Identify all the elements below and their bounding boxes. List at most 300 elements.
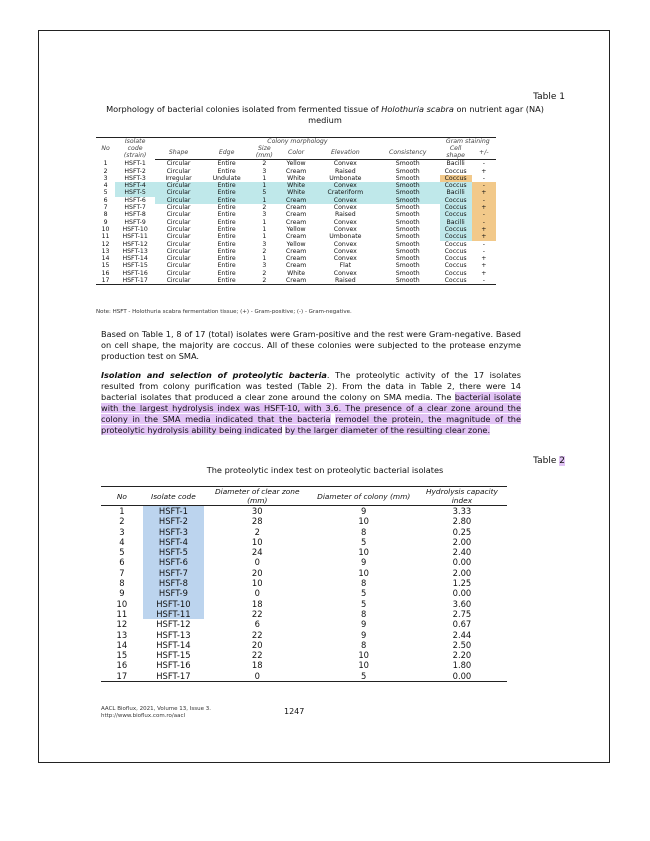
table2-cell-no: 13 [116,629,128,640]
table1-cell-gram: - [472,182,496,189]
table2-caption: The proteolytic index test on proteolytic bacterial isolates [206,465,444,475]
table1-cell-isolate-code: HSFT-4 [115,182,155,189]
table1-cell-gram: + [481,269,487,277]
table1-cell-edge: Undulate [212,174,241,182]
table1-cell-elevation: Convex [315,197,376,204]
table1-cell-no: 4 [103,182,108,190]
table1-cell-edge: Entire [217,240,236,248]
table2-cell-isolate-code: HSFT-15 [156,650,191,661]
table-row [101,578,507,588]
table-row [96,270,496,277]
table1-cell-elevation: Convex [333,240,357,248]
paragraph-proteolytic-selection: Isolation and selection of proteolytic bacteria. The proteolytic activity of the 17 isolates resulted from colony purification was tested (Table 2). From the data in Table 2, there were 14 bacterial isolates that produced a clear zone around the colony on SMA media. The bacterial isolate with the largest hydrolysis index was HSFT-10, with 3.6. The presence of a clear zone around the colony in the SMA media indicated that the bacteria remodel the protein, the magnitude of the proteolytic hydrolysis ability being indicated by the larger diameter of the resulting clear zone. [101,370,522,435]
table1-cell-gram: + [481,262,487,270]
table2-cell-isolate-code: HSFT-17 [143,671,204,682]
table-row [96,248,496,255]
table2-cell-colony: 9 [361,619,367,630]
table1-cell-isolate-code: HSFT-3 [124,174,146,182]
table1-cell-gram: - [472,277,496,285]
footer-journal-info: AACL Bioflux, 2021, Volume 13, Issue 3. http://www.bioflux.com.ro/aacl [101,706,212,719]
table2-cell-isolate-code: HSFT-2 [143,516,204,526]
table2-cell-no: 16 [116,660,128,671]
table1-cell-cell-shape: Coccus [444,247,467,255]
table1-cell-consistency: Smooth [395,262,420,270]
table1-cell-no: 11 [101,233,110,241]
table1-cell-edge: Entire [202,189,251,196]
table1-cell-color: Cream [285,167,307,175]
table2-cell-colony: 9 [361,557,367,568]
table2-cell-hydrolysis-index: 0.00 [452,588,472,599]
table2-cell-hydrolysis-index: 2.50 [452,639,472,650]
table1-cell-no: 3 [103,174,108,182]
table1-cell-cell-shape: Bacilli [440,219,472,226]
table1-cell-gram: - [482,247,485,255]
table1-cell-isolate-code: HSFT-12 [122,240,148,248]
table-row [96,189,496,196]
table2-cell-no: 8 [119,578,125,589]
highlight-largest-index: bacterial isolate with the largest hydrolysis index was HSFT-10, with 3.6. The presence of a [101,392,521,413]
table2-cell-no: 15 [116,650,128,661]
table1-cell-shape: Circular [166,225,191,233]
table1-header-cell-shape: Cell shape [440,145,472,160]
table-row [96,211,496,218]
table2-cell-no: 10 [116,598,128,609]
table1-cell-color: White [287,269,306,277]
table1-cell-consistency: Smooth [395,167,420,175]
table2-cell-colony: 8 [361,578,367,589]
table1-cell-no: 10 [101,225,110,233]
table1-cell-isolate-code: HSFT-17 [115,277,155,285]
table1-cell-elevation: Convex [333,247,357,255]
table1-cell-cell-shape: Coccus [440,204,472,211]
table1-cell-cell-shape: Coccus [444,262,467,270]
table1-cell-edge: Entire [217,225,236,233]
table1-cell-isolate-code: HSFT-1 [124,160,146,168]
table2-cell-colony: 9 [361,629,367,640]
table1-cell-shape: Circular [155,182,202,189]
table-row [96,175,496,182]
table1-cell-size: 1 [262,225,267,233]
table2-cell-hydrolysis-index: 0.67 [452,619,472,630]
table2-cell-colony: 8 [361,639,367,650]
table1-cell-isolate-code: HSFT-16 [122,269,148,277]
table1-header-color: Color [277,145,315,160]
table1-cell-edge: Entire [217,218,236,226]
table2-cell-clear-zone: 18 [251,598,263,609]
table1-cell-shape: Circular [166,167,191,175]
table2-cell-hydrolysis-index: 3.60 [452,598,472,609]
table1-cell-elevation: Convex [333,225,357,233]
table1-header-gram: +/- [472,145,496,160]
table-row [96,226,496,233]
table1-cell-no: 7 [103,204,108,212]
table1-cell-size: 5 [251,189,277,196]
table-row [96,219,496,226]
table2-cell-colony: 10 [358,516,369,527]
table2-cell-hydrolysis-index: 2.44 [452,629,472,640]
table2-cell-isolate-code: HSFT-11 [143,609,204,619]
table-row [101,671,507,682]
table2-cell-isolate-code: HSFT-4 [143,537,204,547]
table-row [101,609,507,619]
table1-cell-size: 3 [262,167,267,175]
table1-cell-cell-shape: Coccus [440,197,472,204]
table1-cell-color: Cream [277,197,315,204]
table-row [96,255,496,262]
table1-cell-size: 1 [251,182,277,189]
table1-cell-isolate-code: HSFT-5 [115,189,155,196]
table2-cell-clear-zone: 0 [204,671,310,682]
table2-cell-clear-zone: 10 [251,536,263,547]
table2-header-hydrolysis-index: Hydrolysis capacity index [417,487,507,506]
table-row [101,619,507,629]
table1-header-size: Size (mm) [251,145,277,160]
table2-cell-clear-zone: 0 [254,557,260,568]
table1-cell-no: 15 [101,262,110,270]
table2-cell-colony: 8 [361,526,367,537]
table1-cell-gram: - [482,240,485,248]
table1-cell-isolate-code: HSFT-13 [122,247,148,255]
table1-cell-color: White [277,182,315,189]
table1-cell-shape: Circular [166,262,191,270]
table2-cell-no: 14 [116,639,128,650]
table1-cell-edge: Entire [217,167,236,175]
table1-cell-color: Cream [285,233,307,241]
table1-cell-consistency: Smooth [376,277,440,285]
table1-cell-edge: Entire [217,247,236,255]
table1-cell-cell-shape: Coccus [440,226,472,233]
table2-cell-isolate-code: HSFT-13 [156,629,191,640]
table1-cell-size: 3 [262,211,267,219]
table2-cell-hydrolysis-index: 2.20 [452,650,472,661]
table1-cell-color: Cream [285,262,307,270]
table-row [96,168,496,175]
table1-cell-no: 8 [103,211,108,219]
table1-cell-size: 2 [251,277,277,285]
table-row [101,630,507,640]
table2-cell-hydrolysis-index: 3.33 [452,506,472,516]
table1-cell-edge: Entire [202,197,251,204]
highlight-protein-remodel: remodel the protein, the magnitude of the proteolytic hydrolysis ability being indicated [101,414,522,435]
table1-cell-isolate-code: HSFT-8 [124,211,146,219]
table1-cell-gram: - [482,174,485,182]
table1-cell-elevation: Umbonate [329,174,362,182]
table1-cell-gram: + [472,189,496,196]
table2-cell-clear-zone: 22 [251,650,263,661]
table1-cell-consistency: Smooth [395,174,420,182]
table-row [96,197,496,204]
table1-cell-elevation: Flat [339,262,352,270]
table2-cell-hydrolysis-index: 0.25 [452,526,472,537]
table1-cell-shape: Circular [166,204,191,212]
table1-cell-color: Yellow [286,225,306,233]
table2-cell-isolate-code: HSFT-12 [156,619,191,630]
paragraph-gram-summary: Based on Table 1, 8 of 17 (total) isolates were Gram-positive and the rest were Gram-negative. Based on cell shape, the majority are coccus. All of these colonies were subjected to the protease enzyme production test on SMA. [101,329,521,361]
table1-cell-gram: - [482,160,485,168]
table1-cell-elevation: Crateriform [315,189,376,196]
table1-cell-size: 1 [262,218,267,226]
table2-cell-no: 2 [119,516,125,527]
table2-cell-isolate-code: HSFT-5 [143,547,204,557]
table1-cell-shape: Circular [155,197,202,204]
table1-cell-isolate-code: HSFT-9 [124,218,146,226]
table1-cell-edge: Entire [217,269,236,277]
table2-cell-clear-zone: 24 [251,547,263,558]
table2-cell-hydrolysis-index: 0.00 [452,557,472,568]
table1-cell-consistency: Smooth [395,255,420,263]
table1-cell-shape: Circular [166,160,191,168]
table2-cell-colony: 9 [361,506,367,516]
table1-cell-size: 2 [262,160,267,168]
table2-cell-clear-zone: 22 [251,608,263,619]
table1-cell-elevation: Convex [333,204,357,212]
table1-cell-shape: Circular [166,211,191,219]
table-row [101,660,507,670]
table1-cell-shape: Irregular [165,174,192,182]
table1-cell-gram: + [472,226,496,233]
table1-cell-gram: - [472,211,496,218]
table2-cell-no: 4 [119,536,125,547]
table2-cell-no: 11 [116,608,128,619]
table1-cell-consistency: Smooth [376,197,440,204]
table-row [101,537,507,547]
highlight-clear-zone: clear zone around the colony in the SMA media indicated that the bacteria [101,403,521,424]
table2-cell-no: 5 [119,547,125,558]
table2-cell-no: 1 [119,506,125,516]
table2-cell-colony: 5 [361,598,367,609]
table2-cell-colony: 5 [361,536,367,547]
table1-cell-no: 13 [101,247,110,255]
table1-cell-shape: Circular [155,189,202,196]
table1-cell-size: 3 [262,240,267,248]
table1-cell-no: 12 [101,240,110,248]
table1-cell-cell-shape: Coccus [444,269,467,277]
table2-label: Table 2 [533,456,565,466]
table2-cell-colony: 10 [358,547,369,558]
table1-cell-consistency: Smooth [395,218,420,226]
table2-proteolytic-index [101,486,507,682]
table1-cell-size: 2 [262,247,267,255]
table-row [101,527,507,537]
table1-header-isolate-code: Isolate code (strain) [115,138,155,160]
table1-cell-isolate-code: HSFT-10 [122,225,148,233]
table2-header-no: No [101,487,143,506]
table2-cell-clear-zone: 20 [251,639,263,650]
table1-cell-gram: + [481,255,487,263]
table2-cell-colony: 5 [361,588,367,599]
table-row [96,277,496,285]
table1-cell-size: 1 [262,255,267,263]
table1-cell-edge: Entire [217,233,236,241]
table-row [101,547,507,557]
table1-cell-no: 6 [103,196,108,204]
table1-cell-edge: Entire [217,160,236,168]
table1-cell-elevation: Raised [315,277,376,285]
table1-colony-morphology [96,137,496,285]
table1-cell-no: 17 [96,277,115,285]
table1-cell-isolate-code: HSFT-15 [122,262,148,270]
table1-cell-size: 1 [262,174,267,182]
table2-cell-hydrolysis-index: 1.80 [452,660,472,671]
table1-cell-size: 3 [262,262,267,270]
table1-cell-gram: + [472,233,496,240]
table1-cell-gram: - [472,219,496,226]
table1-cell-consistency: Smooth [395,240,420,248]
table2-cell-hydrolysis-index: 1.25 [452,578,472,589]
table1-header-no: No [96,138,115,160]
table2-cell-colony: 8 [361,608,367,619]
table1-cell-isolate-code: HSFT-2 [124,167,146,175]
table1-cell-elevation: Convex [333,160,357,168]
table1-cell-consistency: Smooth [395,160,420,168]
table1-cell-elevation: Convex [333,255,357,263]
table1-cell-color: Cream [285,204,307,212]
table1-label: Table 1 [533,92,565,102]
table2-cell-hydrolysis-index: 2.75 [452,608,472,619]
table2-cell-isolate-code: HSFT-8 [143,578,204,588]
table1-cell-color: White [287,174,306,182]
table1-cell-consistency: Smooth [395,233,420,241]
table-row [96,204,496,211]
table1-header-consistency: Consistency [376,145,440,160]
table2-cell-no: 3 [119,526,125,537]
table1-cell-elevation: Convex [315,182,376,189]
table2-cell-no: 7 [119,567,125,578]
table1-cell-color: Cream [285,255,307,263]
table1-cell-no: 2 [103,167,108,175]
table-row [101,557,507,567]
table2-header-clear-zone: Diameter of clear zone (mm) [204,487,310,506]
table1-cell-gram: - [472,197,496,204]
table1-cell-isolate-code: HSFT-14 [122,255,148,263]
table2-cell-isolate-code: HSFT-3 [143,527,204,537]
table1-cell-consistency: Smooth [395,211,420,219]
table1-note: Note: HSFT - Holothuria scabra fermentation tissue; (+) - Gram-positive; (-) - Gram-negative. [96,309,352,315]
table1-cell-shape: Circular [166,255,191,263]
table1-cell-no: 5 [103,189,108,197]
table-row [101,568,507,578]
table1-cell-no: 9 [103,218,108,226]
table1-cell-cell-shape: Coccus [444,255,467,263]
table1-cell-cell-shape: Coccus [440,277,472,285]
table1-cell-gram: + [472,204,496,211]
table2-cell-hydrolysis-index: 0.00 [417,671,507,682]
table1-cell-isolate-code: HSFT-6 [124,196,146,204]
table1-cell-no: 14 [101,255,110,263]
table2-cell-clear-zone: 6 [254,619,260,630]
table2-cell-hydrolysis-index: 2.00 [452,567,472,578]
table1-header-colony-morphology: Colony morphology [155,138,440,146]
table1-cell-consistency: Smooth [395,204,420,212]
table2-cell-clear-zone: 10 [251,578,263,589]
table1-cell-elevation: Convex [333,218,357,226]
table-row [101,516,507,526]
table1-cell-cell-shape: Bacilli [440,189,472,196]
table1-cell-isolate-code: HSFT-7 [124,204,146,212]
table2-header-colony: Diameter of colony (mm) [310,487,416,506]
table1-cell-cell-shape: Coccus [444,167,467,175]
table-row [96,160,496,168]
table2-cell-clear-zone: 28 [251,516,263,527]
table1-caption: Morphology of bacterial colonies isolated from fermented tissue of Holothuria scabra on nutrient agar (NA) medium [106,104,544,125]
table2-cell-clear-zone: 22 [251,629,263,640]
table2-cell-isolate-code: HSFT-1 [143,506,204,517]
table1-cell-consistency: Smooth [376,189,440,196]
table1-cell-no: 16 [101,269,110,277]
table-row [96,233,496,240]
table1-cell-gram: + [481,167,487,175]
table2-cell-colony: 10 [358,650,369,661]
table1-cell-edge: Entire [202,182,251,189]
table1-cell-isolate-code: HSFT-11 [122,233,148,241]
table2-cell-hydrolysis-index: 2.00 [452,536,472,547]
table1-cell-elevation: Raised [335,167,356,175]
table2-cell-no: 9 [119,588,125,599]
table2-cell-hydrolysis-index: 2.40 [452,547,472,558]
table2-header-isolate-code: Isolate code [143,487,204,506]
table-row [101,599,507,609]
table1-cell-size: 2 [262,204,267,212]
table1-header-shape: Shape [155,145,202,160]
table-row [101,506,507,517]
table2-cell-clear-zone: 30 [251,506,263,516]
table1-cell-shape: Circular [155,277,202,285]
table-row [96,182,496,189]
table-row [101,588,507,598]
table1-cell-shape: Circular [166,218,191,226]
table2-cell-clear-zone: 0 [254,588,260,599]
table2-cell-no: 17 [101,671,143,682]
table2-cell-clear-zone: 20 [251,567,263,578]
table1-cell-size: 1 [262,233,267,241]
table1-cell-color: Cream [285,211,307,219]
table2-cell-colony: 5 [310,671,416,682]
table1-cell-cell-shape: Coccus [440,175,472,182]
table2-cell-isolate-code: HSFT-7 [143,568,204,578]
table2-cell-hydrolysis-index: 2.80 [452,516,472,527]
table2-cell-no: 6 [119,557,125,568]
table1-cell-edge: Entire [202,277,251,285]
table2-cell-isolate-code: HSFT-16 [156,660,191,671]
table2-cell-isolate-code: HSFT-10 [143,599,204,609]
table1-cell-size: 1 [251,197,277,204]
table1-cell-shape: Circular [166,240,191,248]
table1-cell-color: White [277,189,315,196]
table2-cell-clear-zone: 2 [254,526,260,537]
table1-cell-elevation: Convex [333,269,357,277]
table1-cell-edge: Entire [217,255,236,263]
table1-cell-edge: Entire [217,211,236,219]
table1-cell-cell-shape: Coccus [440,233,472,240]
table2-cell-isolate-code: HSFT-6 [143,557,204,567]
table1-cell-color: Yellow [286,160,306,168]
table1-cell-size: 2 [262,269,267,277]
table1-cell-cell-shape: Coccus [444,240,467,248]
table-row [96,262,496,269]
table2-cell-isolate-code: HSFT-14 [156,639,191,650]
table1-header-elevation: Elevation [315,145,376,160]
table2-cell-no: 12 [116,619,128,630]
table2-cell-colony: 10 [358,567,369,578]
table2-cell-isolate-code: HSFT-9 [143,588,204,598]
table1-cell-shape: Circular [166,269,191,277]
table1-cell-no: 1 [103,160,108,168]
table-row [96,241,496,248]
highlight-larger-diameter: by the larger diameter of the resulting clear zone. [285,425,491,435]
table2-cell-clear-zone: 18 [251,660,263,671]
section-heading: Isolation and selection of proteolytic bacteria [101,370,327,380]
table1-cell-color: Yellow [286,240,306,248]
